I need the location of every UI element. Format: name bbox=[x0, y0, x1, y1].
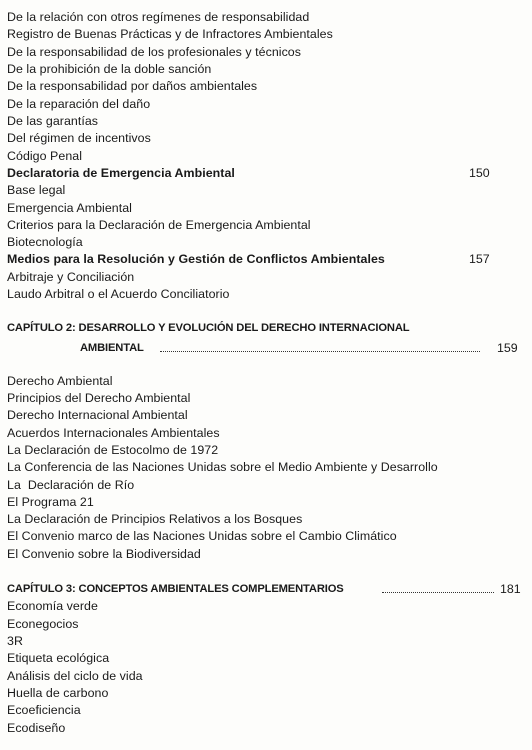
toc-entry: Huella de carbono bbox=[7, 686, 109, 700]
dot-leader bbox=[160, 351, 480, 352]
toc-entry: Registro de Buenas Prácticas y de Infractores Ambientales bbox=[7, 27, 333, 41]
toc-entry: Biotecnología bbox=[7, 235, 83, 249]
toc-entry: De la responsabilidad por daños ambientales bbox=[7, 79, 258, 93]
toc-entry: Base legal bbox=[7, 183, 66, 197]
toc-section-heading: Medios para la Resolución y Gestión de Conflictos Ambientales bbox=[7, 252, 385, 266]
toc-section-heading: Declaratoria de Emergencia Ambiental bbox=[7, 166, 235, 180]
toc-page-number: 159 bbox=[497, 341, 518, 355]
toc-entry: Análisis del ciclo de vida bbox=[7, 669, 143, 683]
toc-entry: De las garantías bbox=[7, 114, 99, 128]
toc-page-number: 157 bbox=[469, 252, 490, 266]
toc-entry: Ecodiseño bbox=[7, 721, 66, 735]
toc-entry: La Declaración de Estocolmo de 1972 bbox=[7, 443, 219, 457]
toc-entry: El Programa 21 bbox=[7, 495, 94, 509]
toc-page-number: 150 bbox=[469, 166, 490, 180]
toc-entry: Emergencia Ambiental bbox=[7, 201, 132, 215]
toc-entry: De la reparación del daño bbox=[7, 97, 151, 111]
toc-page-number: 181 bbox=[500, 582, 521, 596]
toc-entry: El Convenio sobre la Biodiversidad bbox=[7, 547, 201, 561]
toc-entry: Derecho Ambiental bbox=[7, 374, 113, 388]
chapter-title: CAPÍTULO 2: DESARROLLO Y EVOLUCIÓN DEL DERECHO INTERNACIONAL bbox=[7, 322, 410, 334]
toc-entry: La Declaración de Principios Relativos a los Bosques bbox=[7, 512, 303, 526]
toc-entry: Principios del Derecho Ambiental bbox=[7, 391, 191, 405]
toc-entry: Laudo Arbitral o el Acuerdo Conciliatorio bbox=[7, 287, 230, 301]
toc-entry: De la responsabilidad de los profesionales y técnicos bbox=[7, 45, 301, 59]
chapter-title: CAPÍTULO 3: CONCEPTOS AMBIENTALES COMPLEMENTARIOS bbox=[7, 583, 344, 595]
toc-entry: Criterios para la Declaración de Emergencia Ambiental bbox=[7, 218, 311, 232]
toc-entry: La Conferencia de las Naciones Unidas sobre el Medio Ambiente y Desarrollo bbox=[7, 460, 438, 474]
toc-entry: Del régimen de incentivos bbox=[7, 131, 151, 145]
toc-entry: El Convenio marco de las Naciones Unidas sobre el Cambio Climático bbox=[7, 529, 397, 543]
toc-entry: Etiqueta ecológica bbox=[7, 651, 110, 665]
toc-entry: Ecoeficiencia bbox=[7, 703, 81, 717]
toc-entry: 3R bbox=[7, 634, 23, 648]
toc-entry: Economía verde bbox=[7, 599, 98, 613]
chapter-title-continued: AMBIENTAL bbox=[80, 342, 144, 354]
toc-entry: Derecho Internacional Ambiental bbox=[7, 408, 188, 422]
toc-entry: Arbitraje y Conciliación bbox=[7, 270, 135, 284]
toc-entry: Econegocios bbox=[7, 617, 79, 631]
toc-entry: Acuerdos Internacionales Ambientales bbox=[7, 426, 220, 440]
dot-leader bbox=[382, 592, 494, 593]
toc-entry: De la prohibición de la doble sanción bbox=[7, 62, 212, 76]
toc-entry: La Declaración de Río bbox=[7, 478, 135, 492]
toc-entry: Código Penal bbox=[7, 149, 82, 163]
toc-entry: De la relación con otros regímenes de responsabilidad bbox=[7, 10, 310, 24]
